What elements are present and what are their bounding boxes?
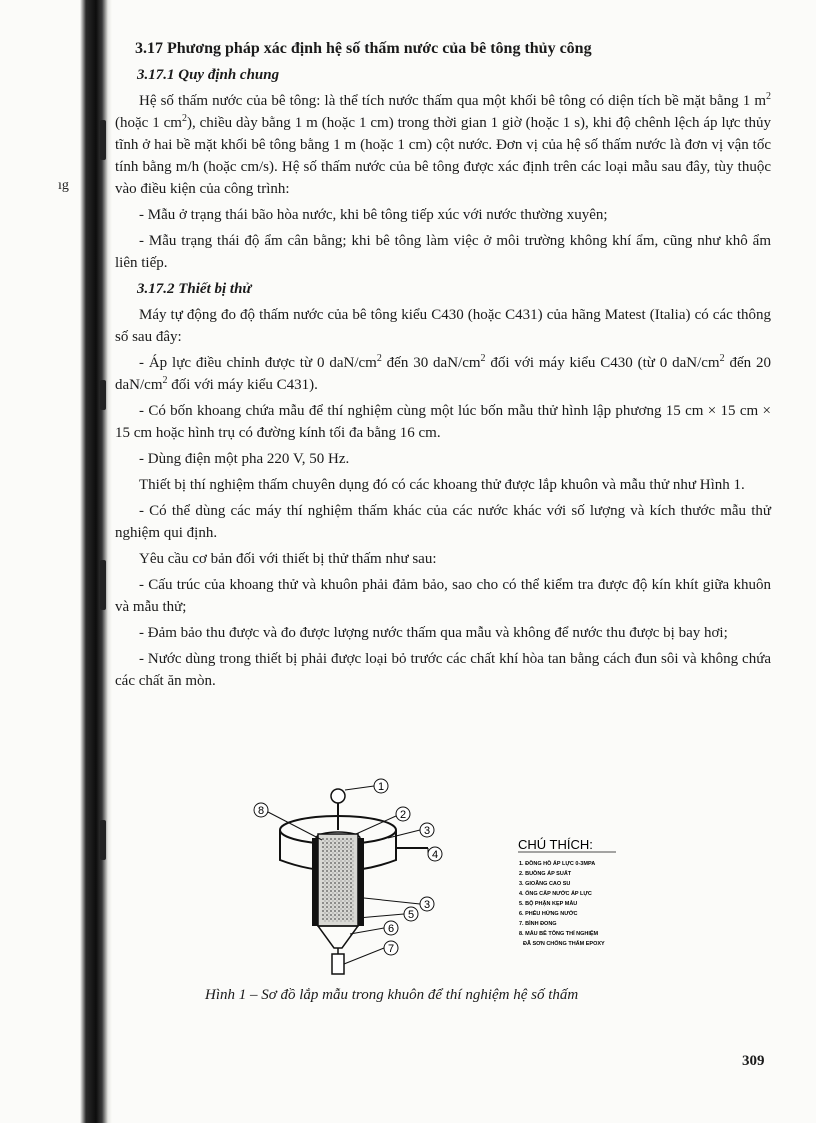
legend-title: CHÚ THÍCH: [518,837,593,852]
measuring-cylinder [332,954,344,974]
apparatus-diagram [238,778,698,978]
callout-3-bottom [364,897,434,911]
subsection-title-equipment: 3.17.2 Thiết bị thử [137,281,252,297]
svg-text:7: 7 [387,943,395,955]
paragraph-chambers: - Có bốn khoang chứa mẫu để thí nghiệm cùng một lúc bốn mẫu thử hình lập phương 15 cm × 15 cm × 15 cm hoặc hình trụ có đường kính tối đa bằng 16 cm. [115,403,771,441]
paragraph-power: - Dùng điện một pha 220 V, 50 Hz. [139,451,350,467]
binding-mark [100,380,106,410]
paragraph-equilibrium: - Mẫu trạng thái độ ẩm cân bằng; khi bê tông làm việc ở môi trường không khí ẩm, cũng như khô ẩm liên tiếp. [115,233,771,271]
page-binding-shadow [0,0,112,1123]
rubber-gasket-left [312,838,318,926]
paragraph-other-machines: - Có thể dùng các máy thí nghiệm thấm khác của các nước khác với số lượng và kích thước mẫu thử nghiệm qui định. [115,503,771,541]
legend-item: ĐÃ SƠN CHỐNG THẤM EPOXY [523,941,605,947]
subsection-title-general: 3.17.1 Quy định chung [137,67,280,83]
svg-text:6: 6 [387,923,395,935]
svg-text:3: 3 [423,825,431,837]
callout-5 [358,907,418,921]
legend-item: 3. GIOĂNG CAO SU [519,881,571,887]
legend-item: 8. MẪU BÊ TÔNG THÍ NGHIỆM [519,931,599,937]
pressure-gauge [331,789,345,803]
paragraph-machine: Máy tự động đo độ thấm nước của bê tông kiểu C430 (hoặc C431) của hãng Matest (Italia) có các thông số sau đây: [115,307,771,345]
page-content [115,38,771,696]
callout-4 [428,847,442,861]
legend-item: 2. BUỒNG ÁP SUẤT [519,871,572,877]
paragraph-req-water: - Nước dùng trong thiết bị phải được loại bỏ trước các chất khí hòa tan bằng cách đun sôi và không chứa các chất ăn mòn. [115,651,771,689]
collecting-funnel [318,926,358,948]
figure-caption: Hình 1 – Sơ đồ lắp mẫu trong khuôn để thí nghiệm hệ số thấm [205,987,579,1003]
callout-7 [344,941,398,964]
page-number: 309 [742,1053,765,1069]
legend-item: 5. BỘ PHẬN KẸP MẪU [519,901,578,907]
binding-mark [100,120,106,160]
legend-item: 1. ĐỒNG HỒ ÁP LỰC 0-3MPA [519,861,596,867]
paragraph-req-structure: - Cấu trúc của khoang thử và khuôn phải đảm bảo, sao cho có thể kiểm tra được độ kín khít giữa khuôn và mẫu thử; [115,577,771,615]
rubber-gasket-right [358,838,364,926]
section-title: 3.17 Phương pháp xác định hệ số thấm nước của bê tông thủy công [135,40,592,57]
callout-8 [254,803,322,840]
svg-text:1: 1 [377,781,385,793]
callout-3-top [388,823,434,838]
paragraph-definition: Hệ số thấm nước của bê tông: là thể tích nước thấm qua một khối bê tông có diện tích bề mặt bằng 1 $m^2$ (hoặc 1 $cm^2$), chiều dày bằng 1 m (hoặc 1 cm) trong thời gian 1 giờ (hoặc 1 s), khi độ chênh lệch áp lực thủy tĩnh ở hai bề mặt khối bê tông bằng 1 m (hoặc 1 cm) cột nước. Đơn vị của hệ số thấm nước là đơn vị vận tốc tính bằng m/h (hoặc cm/s). Hệ số thấm nước của bê tông được xác định trên các loại mẫu sau đây, tùy thuộc vào điều kiện của công trình: [115,91,771,197]
binding-mark [100,820,106,860]
paragraph-saturated: - Mẫu ở trạng thái bão hòa nước, khi bê tông tiếp xúc với nước thường xuyên; [139,207,608,223]
legend-item: 7. BÌNH ĐONG [519,921,557,927]
figure-legend [518,837,616,947]
margin-note: ıg [58,178,69,193]
paragraph-req-collect: - Đảm bảo thu được và đo được lượng nước thấm qua mẫu và không để nước thu được bị bay hơi; [139,625,728,641]
svg-text:2: 2 [399,809,407,821]
svg-text:4: 4 [431,849,439,861]
figure-apparatus [238,778,698,978]
legend-item: 6. PHỄU HỨNG NƯỚC [519,911,578,917]
callout-1 [345,779,388,793]
paragraph-requirements: Yêu cầu cơ bản đối với thiết bị thử thấm như sau: [139,551,437,567]
svg-text:3: 3 [423,899,431,911]
legend-item: 4. ỐNG CẤP NƯỚC ÁP LỰC [519,891,592,897]
binding-mark [100,560,106,610]
paragraph-device: Thiết bị thí nghiệm thấm chuyên dụng đó có các khoang thử được lắp khuôn và mẫu thử như Hình 1. [139,477,745,493]
svg-text:8: 8 [257,805,265,817]
paragraph-pressure: - Áp lực điều chỉnh được từ 0 daN/$cm^2$ đến 30 daN/$cm^2$ đối với máy kiểu C430 (từ 0 daN/$cm^2$ đến 20 daN/$cm^2$ đối với máy kiểu C431). [115,353,771,393]
svg-text:5: 5 [407,909,415,921]
sample-texture [322,838,354,922]
